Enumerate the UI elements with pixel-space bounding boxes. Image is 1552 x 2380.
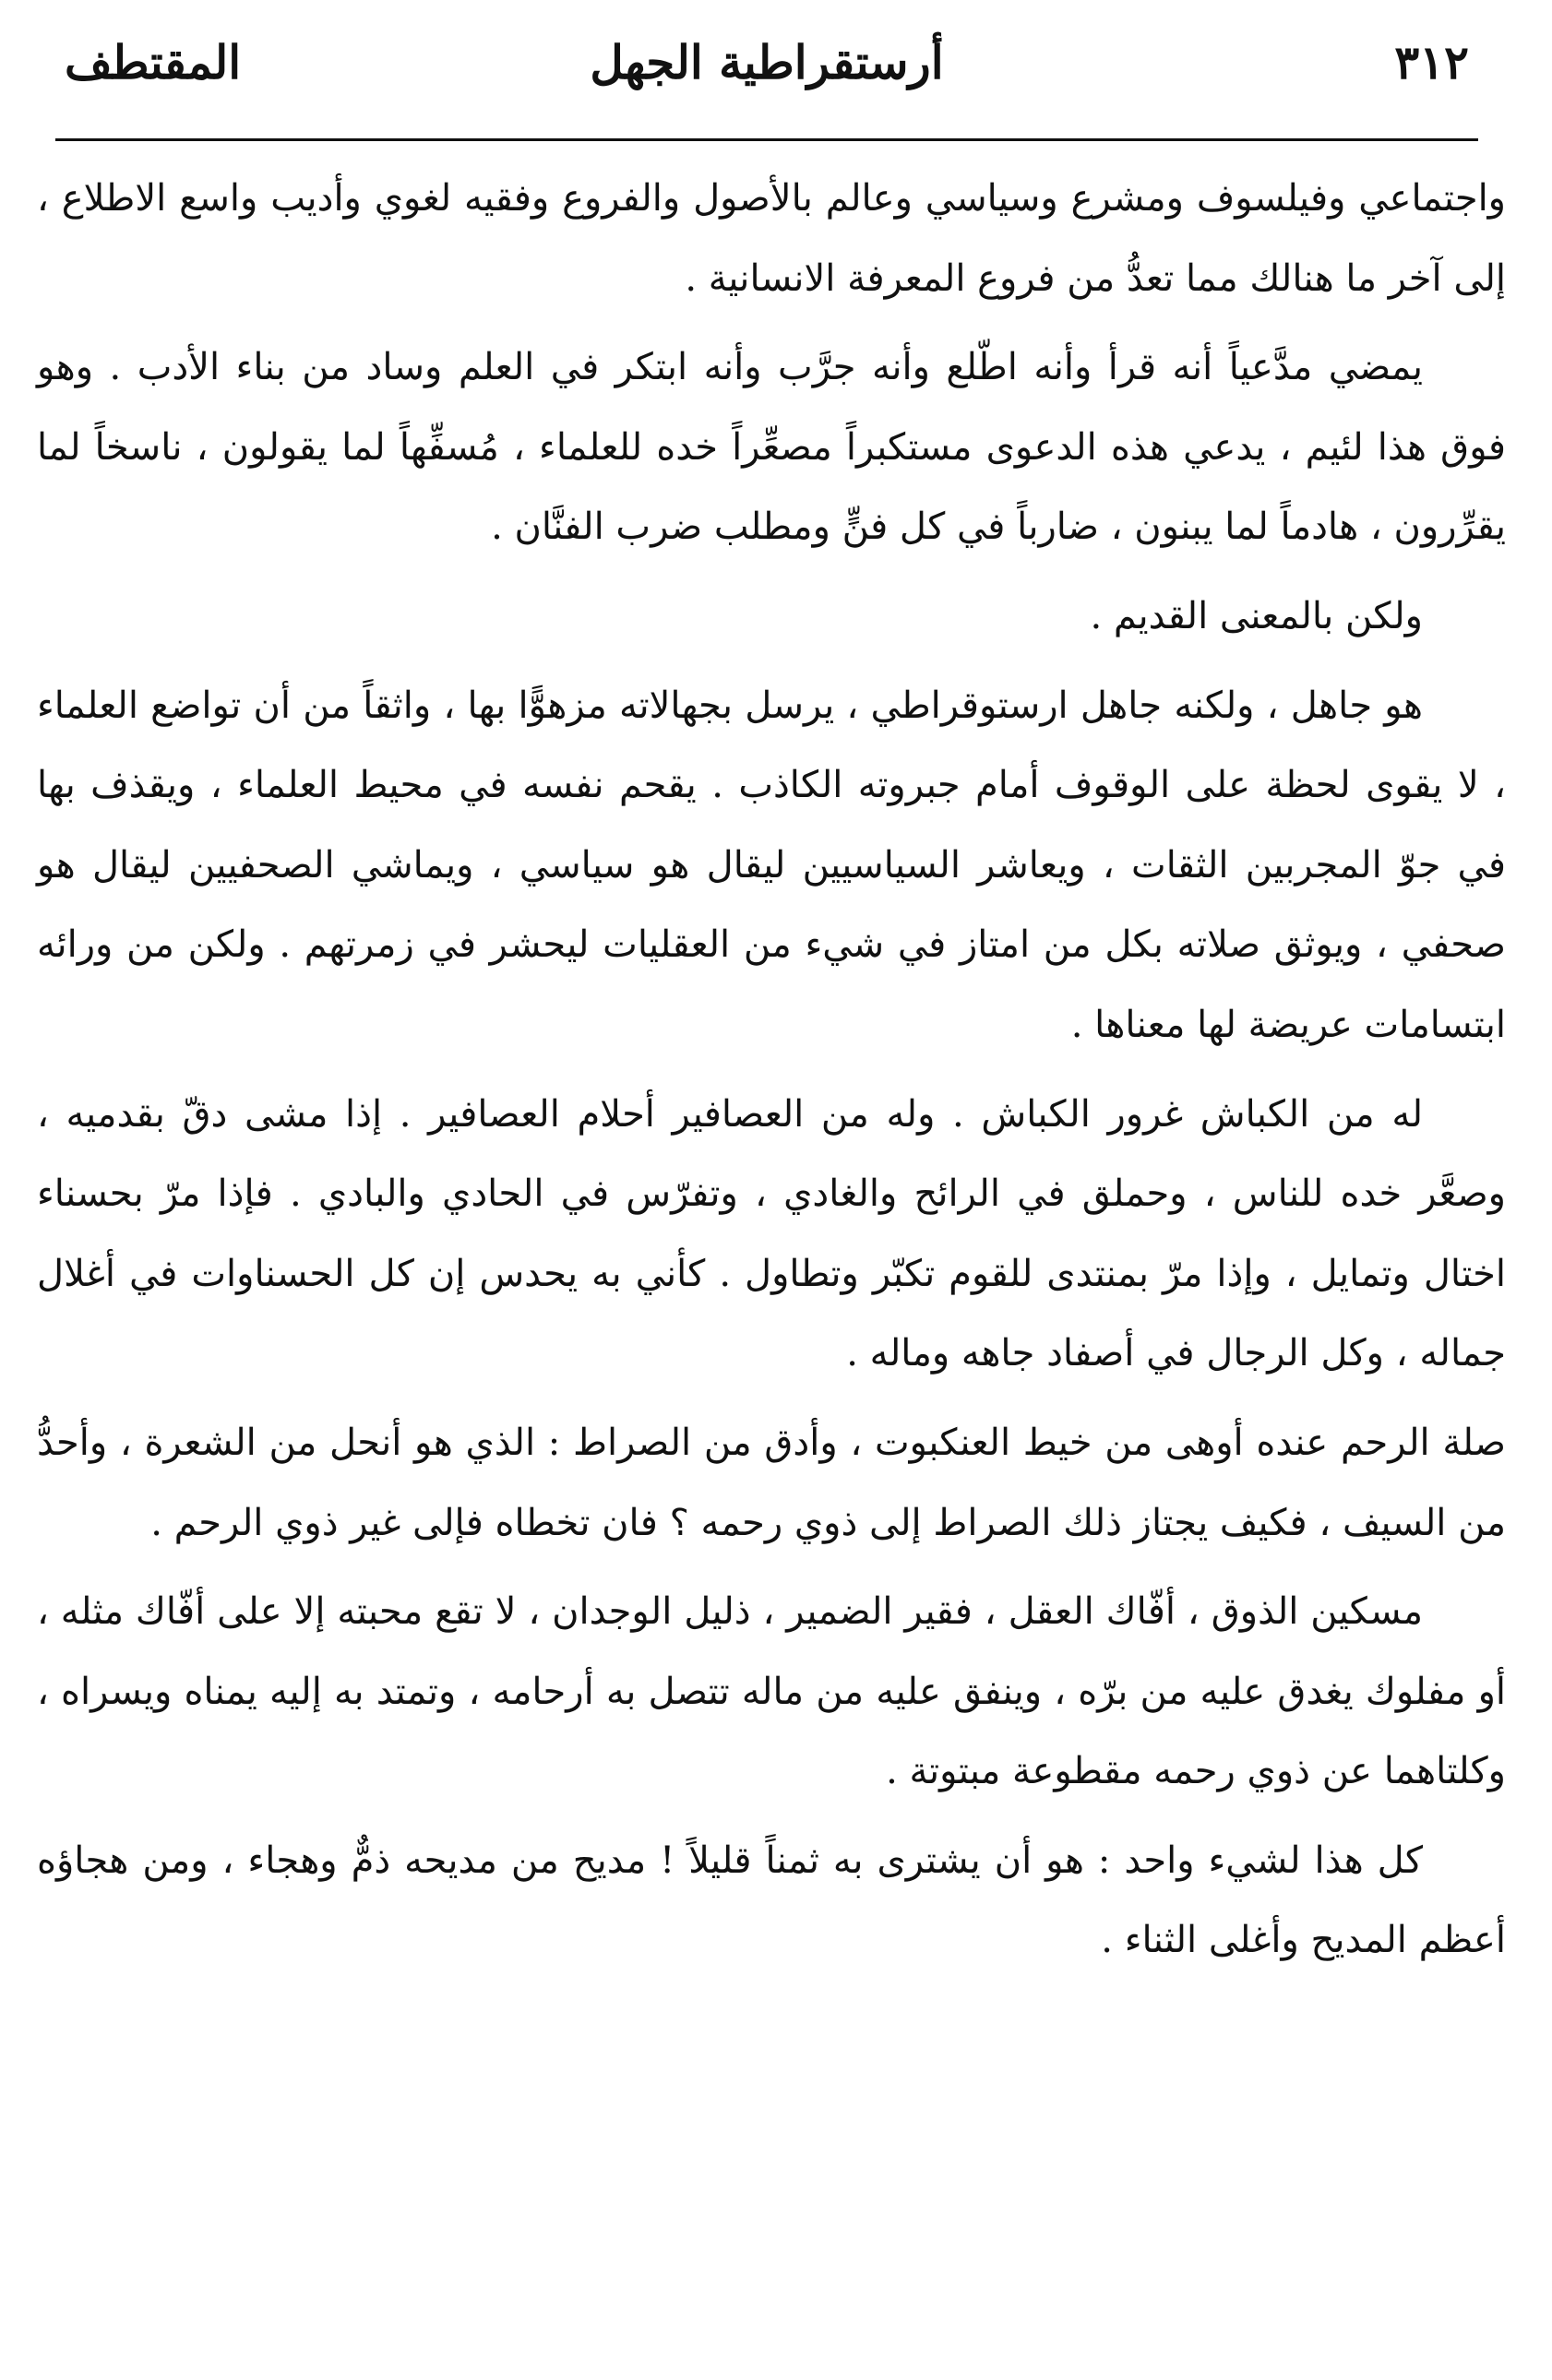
paragraph: كل هذا لشيء واحد : هو أن يشترى به ثمناً قليلاً ! مديح من مديحه ذمٌّ وهجاء ، ومن هجاؤه أعظم المديح وأغلى الثناء . xyxy=(37,1839,1506,1962)
article-body xyxy=(37,159,1506,1981)
page-number: ٣١٢ xyxy=(1394,35,1469,89)
paragraph: يمضي مدَّعياً أنه قرأ وأنه اطّلع وأنه جرَّب وأنه ابتكر في العلم وساد من بناء الأدب . وهو فوق هذا لئيم ، يدعي هذه الدعوى مستكبراً مصعِّراً خده للعلماء ، مُسفِّهاً لما يقولون ، ناسخاً لما يقرِّرون ، هادماً لما يبنون ، ضارباً في كل فنٍّ ومطلب ضرب الفنَّان . xyxy=(37,346,1506,549)
running-title: أرستقراطية الجهل xyxy=(590,35,944,89)
paragraph: له من الكباش غرور الكباش . وله من العصافير أحلام العصافير . إذا مشى دقّ بقدميه ، وصعَّر خده للناس ، وحملق في الرائح والغادي ، وتفرّس في الحادي والبادي . فإذا مرّ بحسناء اختال وتمايل ، وإذا مرّ بمنتدى للقوم تكبّر وتطاول . كأني به يحدس إن كل الحسناوات في أغلال جماله ، وكل الرجال في أصفاد جاهه وماله . xyxy=(37,1092,1506,1375)
page-header xyxy=(65,35,1469,118)
paragraph: هو جاهل ، ولكنه جاهل ارستوقراطي ، يرسل بجهالاته مزهوًّا بها ، واثقاً من أن تواضع العلماء ، لا يقوى لحظة على الوقوف أمام جبروته الكاذب . يقحم نفسه في محيط العلماء ، ويقذف بها في جوّ المجربين الثقات ، ويعاشر السياسيين ليقال هو سياسي ، ويماشي الصحفيين ليقال هو صحفي ، ويوثق صلاته بكل من امتاز في شيء من العقليات ليحشر في زمرتهم . ولكن من ورائه ابتسامات عريضة لها معناها . xyxy=(37,684,1506,1046)
paragraph: ولكن بالمعنى القديم . xyxy=(1090,594,1423,637)
paragraph: صلة الرحم عنده أوهى من خيط العنكبوت ، وأدق من الصراط : الذي هو أنحل من الشعرة ، وأحدُّ من السيف ، فكيف يجتاز ذلك الصراط إلى ذوي رحمه ؟ فان تخطاه فإلى غير ذوي الرحم . xyxy=(37,1421,1507,1544)
paragraph: واجتماعي وفيلسوف ومشرع وسياسي وعالم بالأصول والفروع وفقيه لغوي وأديب واسع الاطلاع ، إلى آخر ما هنالك مما تعدُّ من فروع المعرفة الانسانية . xyxy=(37,177,1506,300)
header-rule xyxy=(55,138,1478,141)
journal-name: المقتطف xyxy=(65,35,242,89)
paragraph: مسكين الذوق ، أفّاك العقل ، فقير الضمير ، ذليل الوجدان ، لا تقع محبته إلا على أفّاك مثله ، أو مفلوك يغدق عليه من برّه ، وينفق عليه من ماله تتصل به أرحامه ، وتمتد به إليه يمناه ويسراه ، وكلتاهما عن ذوي رحمه مقطوعة مبتوتة . xyxy=(37,1590,1506,1793)
